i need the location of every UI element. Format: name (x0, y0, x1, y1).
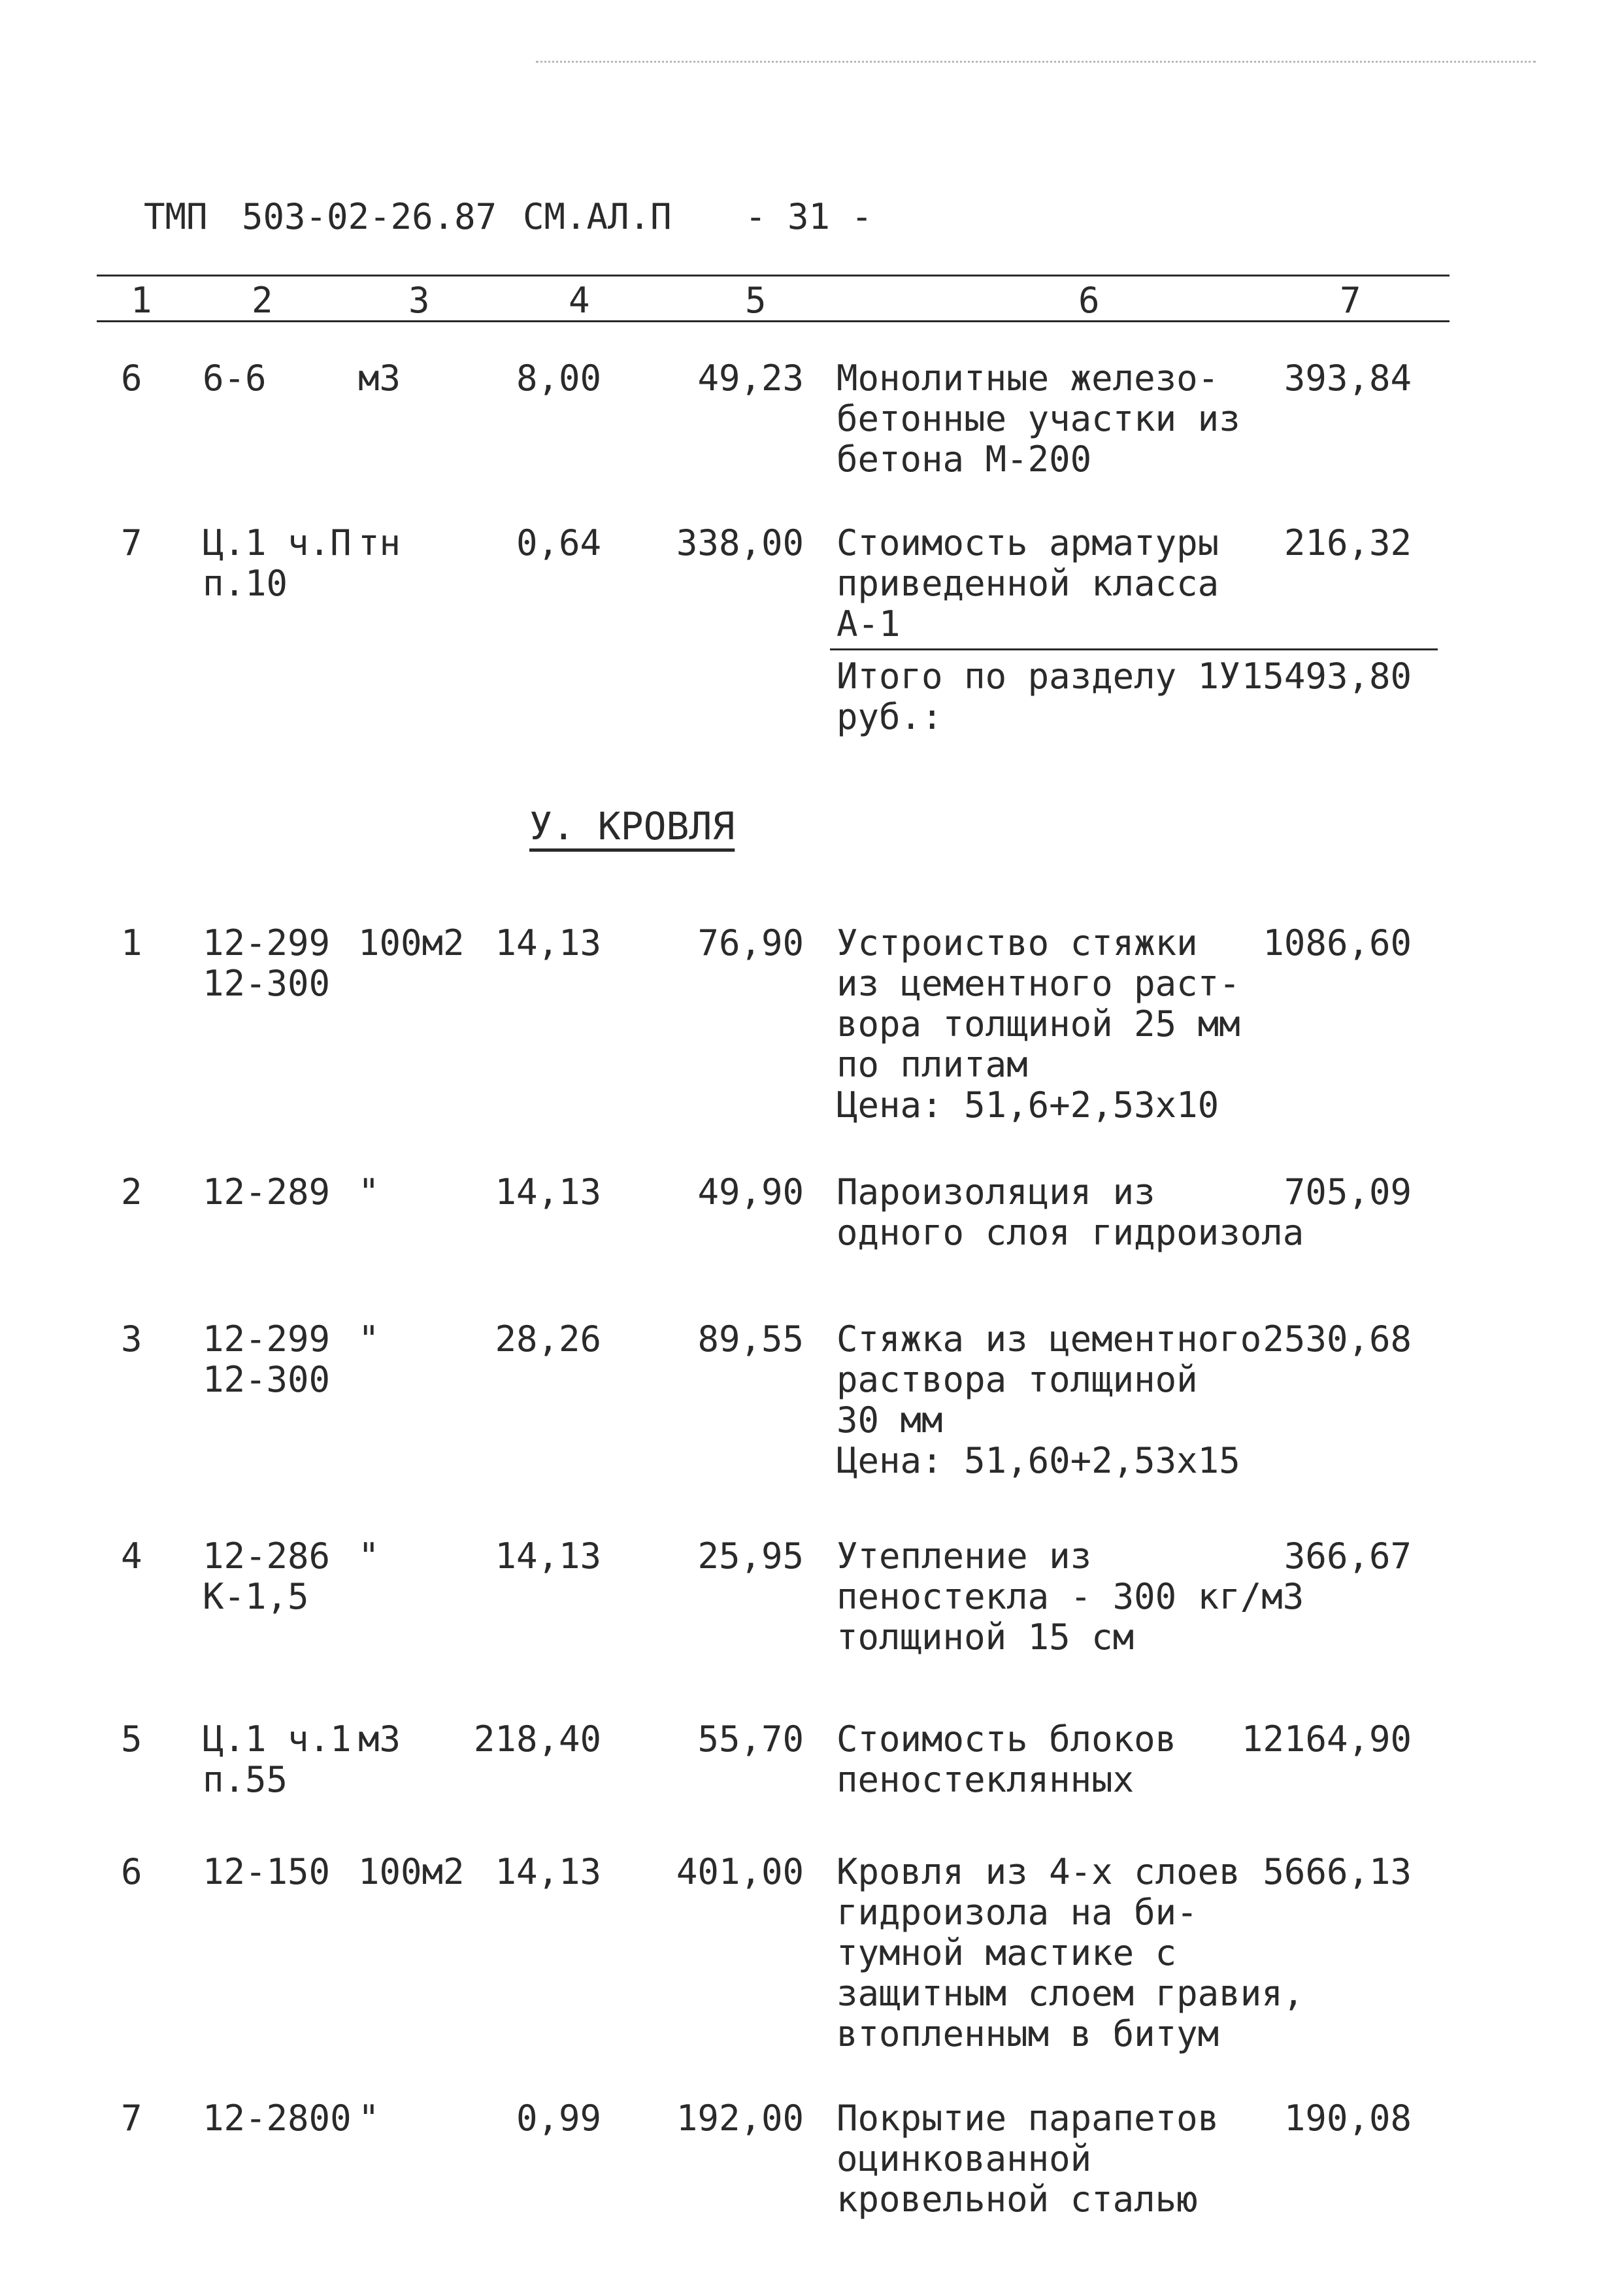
cell-no: 1 (121, 922, 142, 963)
cell-unit: " (358, 2098, 380, 2139)
header-number: 503-02-26.87 (242, 196, 497, 237)
cell-total: 366,67 (1284, 1535, 1412, 1577)
cell-price: 49,90 (697, 1171, 804, 1213)
cell-unit: м3 (358, 358, 401, 399)
cell-qty: 0,99 (516, 2098, 601, 2139)
cell-total: 2530,68 (1263, 1318, 1412, 1360)
cell-qty: 0,64 (516, 522, 601, 563)
cell-code: 12-2800 (203, 2098, 352, 2139)
cell-price: 89,55 (697, 1318, 804, 1360)
cell-total: 1086,60 (1263, 922, 1412, 963)
column-number: 4 (569, 280, 590, 321)
section-title: У. КРОВЛЯ (529, 804, 735, 848)
cell-price: 25,95 (697, 1535, 804, 1577)
subtotal-label: Итого по разделу 1У руб.: (837, 656, 1240, 737)
cell-unit: тн (358, 522, 401, 563)
cell-code: Ц.1 ч.1 п.55 (203, 1718, 352, 1800)
cell-price: 338,00 (676, 522, 804, 563)
cell-total: 393,84 (1284, 358, 1412, 399)
table-header-rule (97, 320, 1450, 322)
cell-code: 12-286 К-1,5 (203, 1535, 331, 1617)
cell-desc: Стяжка из цементного раствора толщиной 30 мм Цена: 51,60+2,53х15 (837, 1318, 1262, 1481)
cell-desc: Устроиство стяжки из цементного раст- вора толщиной 25 мм по плитам Цена: 51,6+2,53х10 (837, 922, 1240, 1126)
cell-no: 7 (121, 2098, 142, 2139)
cell-no: 3 (121, 1318, 142, 1360)
cell-desc: Утепление из пеностекла - 300 кг/м3 толщиной 15 см (837, 1535, 1304, 1658)
cell-desc: Пароизоляция из одного слоя гидроизола (837, 1171, 1304, 1253)
cell-total: 190,08 (1284, 2098, 1412, 2139)
cell-total: 5666,13 (1263, 1851, 1412, 1892)
subtotal-rule (830, 648, 1438, 650)
cell-qty: 14,13 (495, 1171, 601, 1213)
header-code: ТМП (144, 196, 208, 237)
cell-code: Ц.1 ч.П п.10 (203, 522, 352, 604)
cell-code: 12-299 12-300 (203, 1318, 331, 1400)
cell-desc: Стоимость блоков пеностеклянных (837, 1718, 1177, 1800)
cell-unit: м3 (358, 1718, 401, 1760)
cell-qty: 218,40 (473, 1718, 601, 1760)
cell-total: 216,32 (1284, 522, 1412, 563)
cell-desc: Кровля из 4-х слоев гидроизола на би- тумной мастике с защитным слоем гравия, втопленным в битум (837, 1851, 1304, 2054)
cell-price: 192,00 (676, 2098, 804, 2139)
cell-qty: 8,00 (516, 358, 601, 399)
cell-qty: 14,13 (495, 1851, 601, 1892)
cell-total: 705,09 (1284, 1171, 1412, 1213)
cell-desc: Покрытие парапетов оцинкованной кровельной сталью (837, 2098, 1219, 2220)
cell-unit: " (358, 1318, 380, 1360)
cell-qty: 14,13 (495, 922, 601, 963)
cell-qty: 14,13 (495, 1535, 601, 1577)
cell-price: 49,23 (697, 358, 804, 399)
cell-no: 7 (121, 522, 142, 563)
column-number: 1 (131, 280, 152, 321)
cell-total: 12164,90 (1241, 1718, 1412, 1760)
cell-unit: " (358, 1171, 380, 1213)
cell-unit: 100м2 (358, 922, 465, 963)
cell-no: 5 (121, 1718, 142, 1760)
cell-price: 76,90 (697, 922, 804, 963)
column-number: 7 (1340, 280, 1361, 321)
column-number: 5 (745, 280, 767, 321)
cell-desc: Стоимость арматуры приведенной класса А-1 (837, 522, 1219, 645)
cell-unit: 100м2 (358, 1851, 465, 1892)
header-album: СМ.АЛ.П (523, 196, 672, 237)
cell-code: 12-150 (203, 1851, 331, 1892)
cell-code: 6-6 (203, 358, 267, 399)
cell-code: 12-289 (203, 1171, 331, 1213)
cell-qty: 28,26 (495, 1318, 601, 1360)
cell-price: 55,70 (697, 1718, 804, 1760)
subtotal-value: 15493,80 (1241, 656, 1412, 697)
scan-artifact-line (536, 61, 1536, 63)
column-number: 6 (1078, 280, 1100, 321)
header-page-number: - 31 - (745, 196, 873, 237)
cell-unit: " (358, 1535, 380, 1577)
cell-price: 401,00 (676, 1851, 804, 1892)
cell-desc: Монолитные железо- бетонные участки из бетона М-200 (837, 358, 1240, 480)
cell-no: 2 (121, 1171, 142, 1213)
cell-no: 6 (121, 358, 142, 399)
column-number: 3 (408, 280, 430, 321)
cell-no: 4 (121, 1535, 142, 1577)
cell-code: 12-299 12-300 (203, 922, 331, 1004)
column-number: 2 (252, 280, 273, 321)
table-top-rule (97, 275, 1450, 276)
cell-no: 6 (121, 1851, 142, 1892)
